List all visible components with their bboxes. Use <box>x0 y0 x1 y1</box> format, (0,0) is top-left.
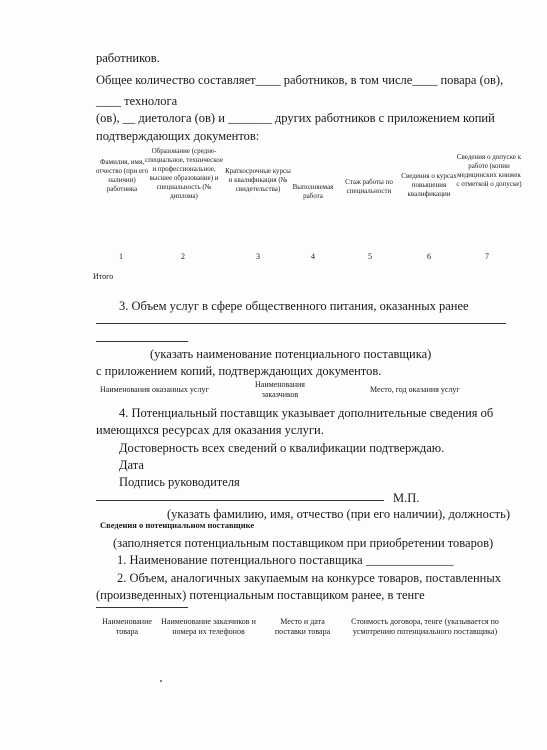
staff-header-5: Стаж работы по специальности <box>345 178 393 195</box>
signature-line <box>96 500 384 501</box>
staff-col-number-4: 4 <box>311 252 315 261</box>
staff-header-3: Краткосрочные курсы и квалификация (№ свидетельства) <box>225 167 291 193</box>
section4-line-3: Достоверность всех сведений о квалификации подтверждаю. <box>119 441 445 455</box>
section3-col-customers: Наименования заказчиков <box>255 380 305 399</box>
section3-col-services: Наименования оказанных услуг <box>100 385 209 394</box>
supplier-note: (заполняется потенциальным поставщиком при приобретении товаров) <box>113 536 494 550</box>
section4-line-2: имеющихся ресурсах для оказания услуги. <box>96 423 324 437</box>
section3-fill-line <box>96 323 506 324</box>
staff-col-number-1: 1 <box>119 252 123 261</box>
section4-name-hint: (указать фамилию, имя, отчество (при его наличии), должность) <box>167 507 511 521</box>
section4-date: Дата <box>119 458 144 472</box>
supplier-heading: Сведения о потенциальном поставщике <box>100 520 255 530</box>
staff-header-7: Сведения о допуске к работе (копии медицинских книжек с отметкой о допуске) <box>456 153 522 188</box>
staff-col-number-2: 2 <box>181 252 185 261</box>
intro-line-4: (ов), __ диетолога (ов) и _______ других работников с приложением копий <box>96 111 495 125</box>
staff-header-2: Образование (средне-специальное, техническое и профессиональное, высшее образование) и специальность (№ диплома) <box>145 147 223 200</box>
staff-total-label: Итого <box>93 272 114 281</box>
staff-header-1: Фамилия, имя, отчество (при его наличии) работника <box>95 158 149 193</box>
supplier-fill-line-short <box>96 607 188 608</box>
supplier-item-2-line-1: 2. Объем, аналогичных закупаемым на конкурсе товаров, поставленных <box>117 571 501 585</box>
section3-col-place-year: Место, год оказания услуг <box>370 385 460 394</box>
staff-col-number-3: 3 <box>256 252 260 261</box>
staff-header-6: Сведения о курсах повышения квалификации <box>401 172 457 198</box>
intro-line-5: подтверждающих документов: <box>96 129 260 143</box>
scan-speck <box>160 680 162 682</box>
staff-header-4: Выполняемая работа <box>292 183 334 200</box>
section3-title: 3. Объем услуг в сфере общественного питания, оказанных ранее <box>119 299 469 313</box>
staff-col-number-7: 7 <box>485 252 489 261</box>
supplier-col-place-date: Место и дата поставки товара <box>274 617 331 636</box>
intro-line-2: Общее количество составляет____ работников, в том числе____ повара (ов), <box>96 73 504 87</box>
supplier-col-customers-phones: Наименование заказчиков и номера их телефонов <box>161 617 256 636</box>
staff-col-number-5: 5 <box>368 252 372 261</box>
section3-attachments: с приложением копий, подтверждающих документов. <box>96 364 382 378</box>
stamp-mp: М.П. <box>393 491 420 505</box>
intro-line-3: ____ технолога <box>96 94 178 108</box>
supplier-item-1: 1. Наименование потенциального поставщика ______________ <box>117 553 454 567</box>
section4-line-1: 4. Потенциальный поставщик указывает дополнительные сведения об <box>119 406 494 420</box>
section4-signature: Подпись руководителя <box>119 475 240 489</box>
section3-fill-line-short <box>96 341 188 342</box>
supplier-col-contract-cost: Стоимость договора, тенге (указывается по усмотрению потенциального поставщика) <box>351 617 499 636</box>
supplier-col-goods: Наименование товара <box>102 617 152 636</box>
staff-col-number-6: 6 <box>427 252 431 261</box>
supplier-item-2-line-2: (произведенных) потенциальным поставщиком ранее, в тенге <box>96 588 425 602</box>
intro-line-1: работников. <box>96 51 160 65</box>
section3-hint: (указать наименование потенциального поставщика) <box>150 347 432 361</box>
